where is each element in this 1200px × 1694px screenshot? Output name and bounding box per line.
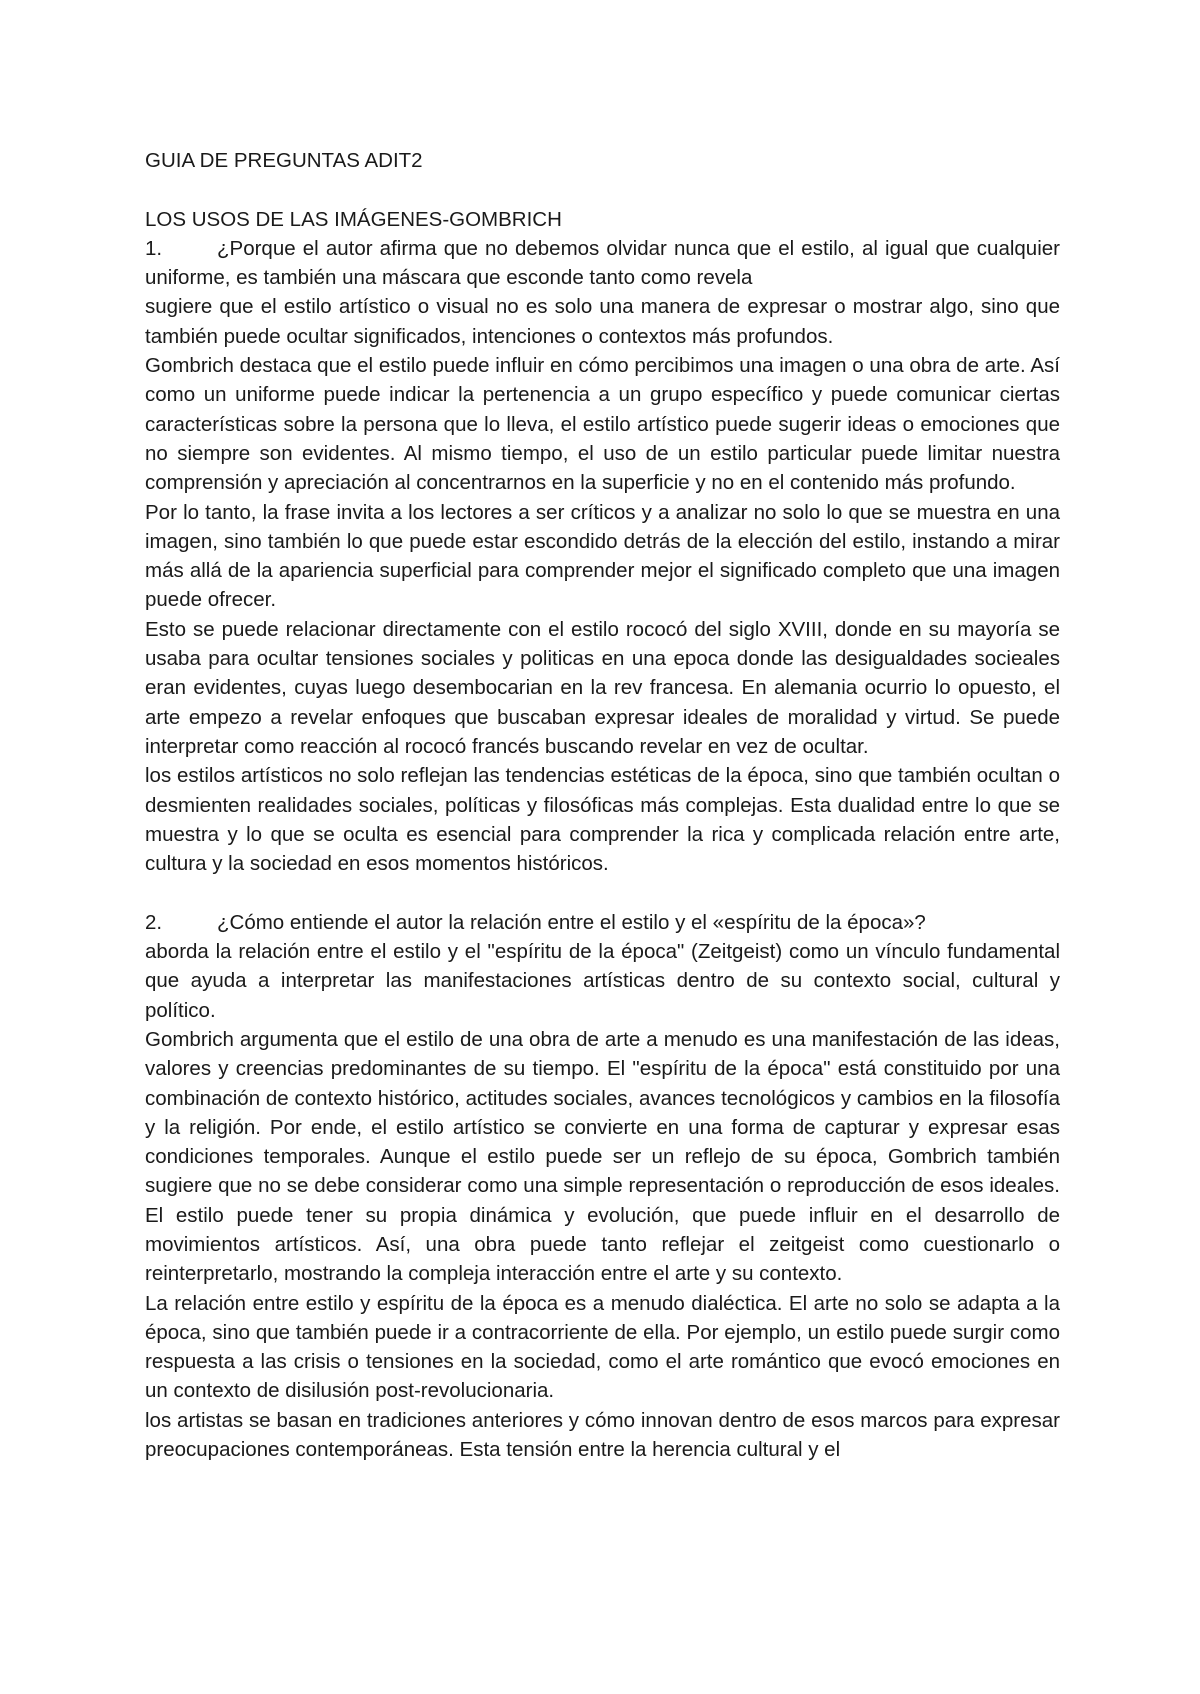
answer-paragraph: Gombrich argumenta que el estilo de una obra de arte a menudo es una manifestación de las ideas, valores y creencias predominantes de su tiempo. El "espíritu de la época" está constituido por una combinación de contexto histórico, actitudes sociales, avances tecnológicos y cambios en la filosofía y la religión. Por ende, el estilo artístico se convierte en una forma de capturar y expresar esas condiciones temporales. Aunque el estilo puede ser un reflejo de su época, Gombrich también sugiere que no se debe considerar como una simple representación o reproducción de esos ideales. El estilo puede tener su propia dinámica y evolución, que puede influir en el desarrollo de movimientos artísticos. Así, una obra puede tanto reflejar el zeitgeist como cuestionarlo o reinterpretarlo, mostrando la compleja interacción entre el arte y su contexto. [145, 1027, 1060, 1286]
answer-paragraph: Esto se puede relacionar directamente con el estilo rococó del siglo XVIII, donde en su mayoría se usaba para ocultar tensiones sociales y politicas en una epoca donde las desigualdades socieales eran evidentes, cuyas luego desembocarian en la rev francesa. En alemania ocurrio lo opuesto, el arte empezo a revelar enfoques que buscaban expresar ideales de moralidad y virtud. Se puede interpretar como reacción al rococó francés buscando revelar en vez de ocultar. [145, 617, 1060, 758]
answer-paragraph: los estilos artísticos no solo reflejan las tendencias estéticas de la época, sino que también ocultan o desmienten realidades sociales, políticas y filosóficas más complejas. Esta dualidad entre lo que se muestra y lo que se oculta es esencial para comprender la rica y complicada relación entre arte, cultura y la sociedad en esos momentos históricos. [145, 764, 1060, 876]
answer-paragraph: Por lo tanto, la frase invita a los lectores a ser críticos y a analizar no solo lo que se muestra en una imagen, sino también lo que puede estar escondido detrás de la elección del estilo, instando a mirar más allá de la apariencia superficial para comprender mejor el significado completo que una imagen puede ofrecer. [145, 500, 1060, 612]
answer-paragraph: La relación entre estilo y espíritu de la época es a menudo dialéctica. El arte no solo se adapta a la época, sino que también puede ir a contracorriente de ella. Por ejemplo, un estilo puede surgir como respuesta a las crisis o tensiones en la sociedad, como el arte romántico que evocó emociones en un contexto de disilusión post-revolucionaria. [145, 1291, 1060, 1403]
question-2 [145, 908, 1060, 937]
section-title: LOS USOS DE LAS IMÁGENES-GOMBRICH [145, 207, 562, 231]
answer-paragraph: Gombrich destaca que el estilo puede influir en cómo percibimos una imagen o una obra de arte. Así como un uniforme puede indicar la pertenencia a un grupo específico y puede comunicar ciertas características sobre la persona que lo lleva, el estilo artístico puede sugerir ideas o emociones que no siempre son evidentes. Al mismo tiempo, el uso de un estilo particular puede limitar nuestra comprensión y apreciación al concentrarnos en la superficie y no en el contenido más profundo. [145, 354, 1060, 495]
paragraph-spacer [145, 878, 1060, 907]
question-block-1 [145, 234, 1060, 879]
question-text: ¿Cómo entiende el autor la relación entre el estilo y el «espíritu de la época»? [217, 910, 926, 934]
answer-paragraph: sugiere que el estilo artístico o visual no es solo una manera de expresar o mostrar algo, sino que también puede ocultar significados, intenciones o contextos más profundos. [145, 295, 1060, 348]
answer-paragraph: los artistas se basan en tradiciones anteriores y cómo innovan dentro de esos marcos para expresar preocupaciones contemporáneas. Esta tensión entre la herencia cultural y el [145, 1408, 1060, 1462]
document-page [145, 146, 1060, 1464]
document-title: GUIA DE PREGUNTAS ADIT2 [145, 149, 423, 172]
question-1 [145, 234, 1060, 293]
question-number: 2. [145, 910, 163, 934]
question-text: ¿Porque el autor afirma que no debemos olvidar nunca que el estilo, al igual que cualquier uniforme, es también una máscara que esconde tanto como revela [145, 236, 1060, 290]
question-block-2 [145, 908, 1060, 1465]
question-number: 1. [145, 236, 163, 260]
answer-paragraph: aborda la relación entre el estilo y el "espíritu de la época" (Zeitgeist) como un vínculo fundamental que ayuda a interpretar las manifestaciones artísticas dentro de su contexto social, cultural y político. [145, 940, 1060, 1022]
